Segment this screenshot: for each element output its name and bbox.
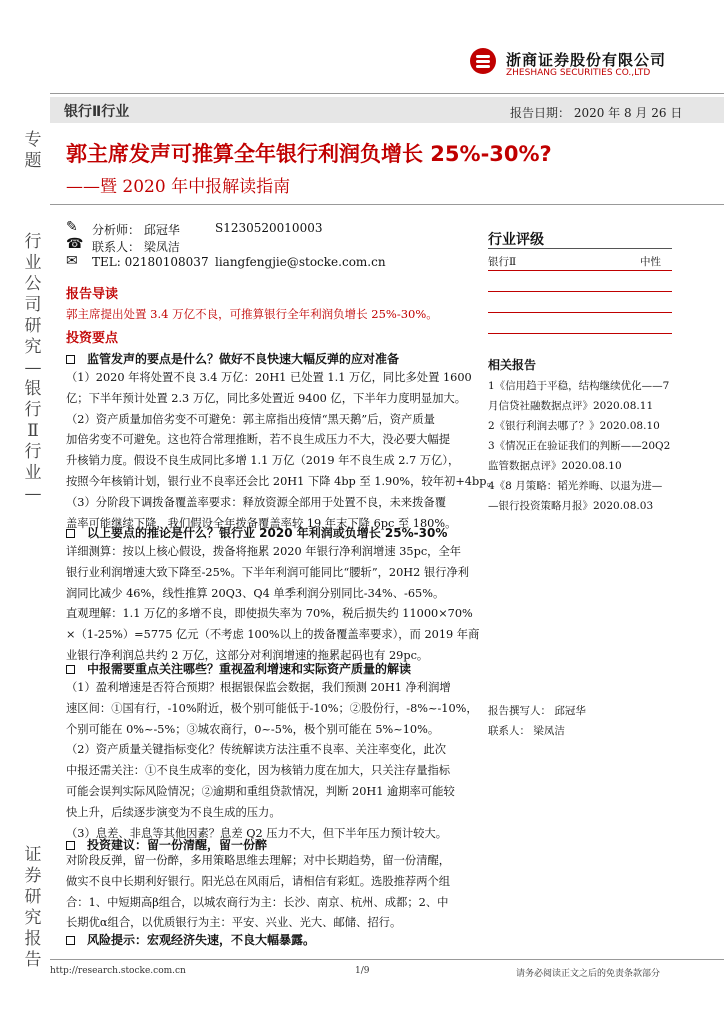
company-logo <box>470 48 496 74</box>
footer-url[interactable]: http://research.stocke.com.cn <box>50 966 186 976</box>
side-label-top: 专 题 <box>24 130 42 171</box>
phone-icon: ☎ <box>66 236 84 252</box>
mail-icon: ✉ <box>66 253 78 269</box>
analyst-name: 分析师： 邱冠华 <box>92 223 180 237</box>
bullet-heading-1: 监管发声的要点是什么？做好不良快速大幅反弹的应对准备 <box>66 350 399 367</box>
guide-text: 郭主席提出处置 3.4 万亿不良，可推算银行全年利润负增长 25%-30%。 <box>66 307 438 321</box>
related-item: 监管数据点评》2020.08.10 <box>488 460 622 472</box>
paragraph-1: （1）2020 年将处置不良 3.4 万亿：20H1 已处置 1.1 万亿，同比多处置 1600 亿；下半年预计处置 2.3 万亿，同比多处置近 9400 亿，下半年力度明显加大。 （2）资产质量加倍劣变不可避免：郭主席指出疫情“黑天鹅”后，资产质量 加倍劣变不可避免。这也符合常理推断，若不良生成压力不大，没必要大幅提 升核销力度。假设不良生成同比多增 1.1 万亿（2019 年不良生成 2.7 万亿）， 按照今年核销计划，银行业不良率还会比 20H1 下降 4bp 至 1.90%，较年初+4bp。 （3）分阶段下调拨备覆盖率要求：释放资源全部用于处置不良，未来拨备覆 盖率可能继续下降，我们假设全年拨备覆盖率较 19 年末下降 6pc 至 180%。 <box>66 371 498 530</box>
rating-title: 行业评级 <box>488 232 544 248</box>
paragraph-3: （1）盈利增速是否符合预期？根据银保监会数据，我们预测 20H1 净利润增 速区间：①国有行，-10%附近，极个别可能低于-10%；②股份行，-8%~-10%， 个别可能在 0%~-5%；③城农商行，0~-5%，极个别可能在 5%~10%。 （2）资产质量关键指标变化？传统解读方法注重不良率、关注率变化，此次 中报还需关注：①不良生成率的变化，因为核销力度在加大，只关注存量指标 可能会误判实际风险情况；②逾期和重组贷款情况，判断 20H1 逾期率可能较 快上升，后续逐步演变为不良生成的压力。 （3）息差、非息等其他因素？息差 Q2 压力不大，但下半年压力预计较大。 <box>66 681 478 840</box>
company-name-en: ZHESHANG SECURITIES CO.,LTD <box>506 68 651 78</box>
checkbox-icon <box>66 665 75 674</box>
header-divider <box>50 93 724 94</box>
bullet-heading-3: 中报需要重点关注哪些？重视盈利增速和实际资产质量的解读 <box>66 660 411 677</box>
report-writer: 报告撰写人： 邱冠华 <box>488 705 586 717</box>
guide-heading: 报告导读 <box>66 287 119 302</box>
checkbox-icon <box>66 841 75 850</box>
related-item: 1《信用趋于平稳，结构继续优化——7 <box>488 380 670 392</box>
footer-disclaimer: 请务必阅读正文之后的免责条款部分 <box>516 969 661 979</box>
contact-name: 联系人： 梁凤洁 <box>92 240 180 254</box>
paragraph-2: 详细测算：按以上核心假设，拨备将拖累 2020 年银行净利润增速 35pc，全年 银行业利润增速大致下降至-25%。下半年利润可能同比“腰斩”，20H2 银行净利 润同比减少 46%，线性推算 20Q3、Q4 单季利润分别同比-34%、-65%。 直观理解：1.1 万亿的多增不良，即使损失率为 70%，税后损失约 11000×70% ×（1-25%）=5775 亿元（不考虑 100%以上的拨备覆盖率要求），而 2019 年商 业银行净利润总共约 2 万亿，这部分对利润增速的拖累起码也有 29pc。 <box>66 545 480 662</box>
contact-email[interactable]: liangfengjie@stocke.com.cn <box>215 255 386 269</box>
footer-divider <box>50 959 724 960</box>
report-contact: 联系人： 梁凤洁 <box>488 725 565 737</box>
bullet-heading-5: 风险提示：宏观经济失速，不良大幅暴露。 <box>66 931 315 948</box>
rating-divider <box>488 248 672 249</box>
company-name-cn: 浙商证券股份有限公司 <box>506 51 667 69</box>
rating-line-2 <box>488 291 672 292</box>
page-number: 1/9 <box>355 966 370 976</box>
side-label-bottom: 证 券 研 究 报 告 <box>24 845 42 970</box>
pen-icon: ✎ <box>66 219 78 235</box>
rating-industry: 银行Ⅱ <box>488 256 517 268</box>
related-title: 相关报告 <box>488 358 537 372</box>
bullet-heading-4: 投资建议：留一份清醒，留一份醉 <box>66 836 267 853</box>
rating-line-3 <box>488 312 672 313</box>
rating-value: 中性 <box>640 256 661 268</box>
page-title: 郭主席发声可推算全年银行利润负增长 25%-30%? <box>66 142 552 166</box>
title-divider <box>50 204 724 205</box>
related-item: 3《情况正在验证我们的判断——20Q2 <box>488 440 671 452</box>
checkbox-icon <box>66 355 75 364</box>
side-label-middle: 行 业 公 司 研 究 — 银 行 Ⅱ 行 业 — <box>24 232 42 504</box>
bullet-heading-2: 以上要点的推论是什么？银行业 2020 年利润或负增长 25%-30% <box>66 524 447 541</box>
analyst-id: S1230520010003 <box>215 221 323 235</box>
checkbox-icon <box>66 529 75 538</box>
related-item: 2《银行利润去哪了？》2020.08.10 <box>488 420 660 432</box>
report-date: 报告日期： 2020 年 8 月 26 日 <box>510 106 683 120</box>
related-item: 月信贷社融数据点评》2020.08.11 <box>488 400 654 412</box>
points-heading: 投资要点 <box>66 331 119 346</box>
checkbox-icon <box>66 936 75 945</box>
page-subtitle: ——暨 2020 年中报解读指南 <box>66 177 291 197</box>
related-item: 4《8 月策略：韬光养晦、以退为进— <box>488 480 663 492</box>
rating-line-4 <box>488 333 672 334</box>
industry-tag: 银行Ⅱ行业 <box>64 104 130 120</box>
contact-tel: TEL: 02180108037 <box>92 255 209 269</box>
rating-line-1 <box>488 270 672 271</box>
paragraph-4: 对阶段反弹，留一份醉，多用策略思维去理解；对中长期趋势，留一份清醒， 做实不良中长期利好银行。阳光总在风雨后，请相信有彩虹。选股推荐两个组 合：1、中短期高β组合，以城农商行为主：长沙、南京、杭州、成都；2、中 长期优α组合，以优质银行为主：平安、兴业、光大、邮储、招行。 <box>66 854 451 930</box>
related-item: —银行投资策略月报》2020.08.03 <box>488 500 654 512</box>
